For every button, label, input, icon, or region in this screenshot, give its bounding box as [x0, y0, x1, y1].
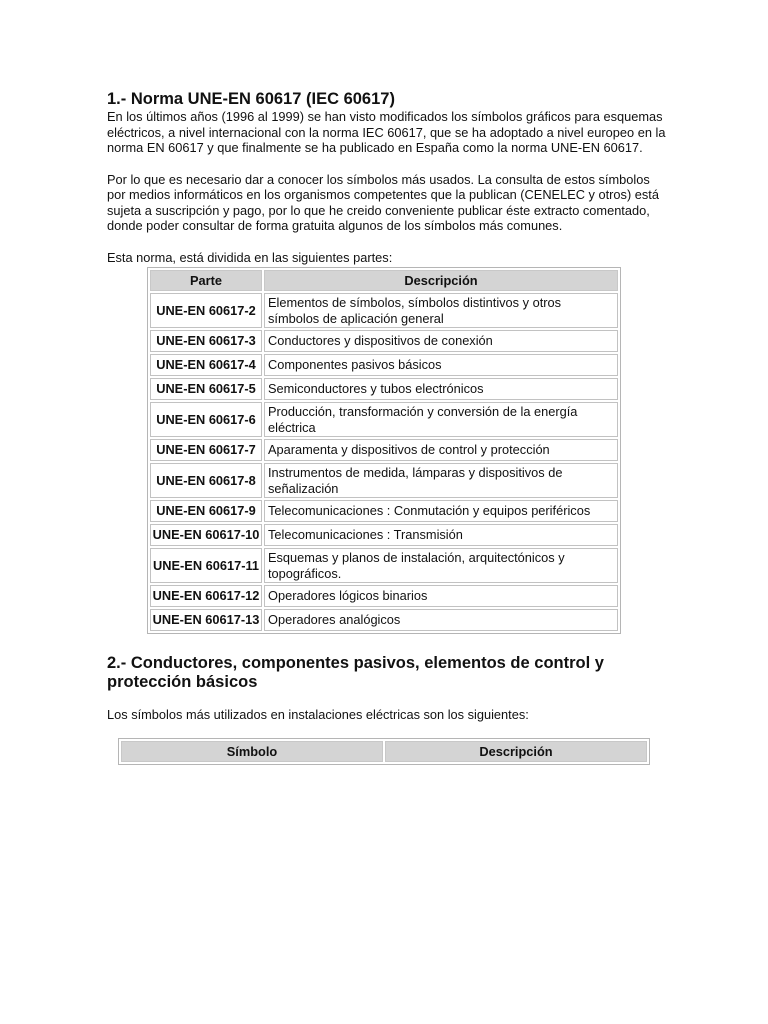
section-1-paragraph-2: Por lo que es necesario dar a conocer los símbolos más usados. La consulta de estos símbolos por medios informáticos en los organismos competentes que la publican (CENELEC y otros) está sujeta a suscripción y pago, por lo que he creido conveniente publicar éste extracto comentado, donde poder consultar de forma gratuita algunos de los símbolos más comunes. — [107, 171, 659, 233]
table-row — [150, 293, 618, 328]
table-row — [150, 402, 618, 437]
section-1-table-intro: Esta norma, está dividida en las siguientes partes: — [107, 249, 393, 265]
section-2-title: 2.- Conductores, componentes pasivos, elementos de control y protección básicos — [107, 654, 604, 691]
part-description: Producción, transformación y conversión de la energía eléctrica — [264, 402, 618, 437]
part-code: UNE-EN 60617-11 — [150, 548, 262, 583]
part-description: Componentes pasivos básicos — [264, 354, 618, 376]
table-row — [150, 463, 618, 498]
table-row — [150, 439, 618, 461]
table-row — [150, 548, 618, 583]
table-row — [150, 378, 618, 400]
part-code: UNE-EN 60617-3 — [150, 330, 262, 352]
table-row — [150, 585, 618, 607]
part-code: UNE-EN 60617-7 — [150, 439, 262, 461]
part-code: UNE-EN 60617-8 — [150, 463, 262, 498]
table-row — [150, 609, 618, 631]
part-description: Semiconductores y tubos electrónicos — [264, 378, 618, 400]
part-code: UNE-EN 60617-10 — [150, 524, 262, 546]
part-code: UNE-EN 60617-5 — [150, 378, 262, 400]
part-description: Conductores y dispositivos de conexión — [264, 330, 618, 352]
section-1-title: 1.- Norma UNE-EN 60617 (IEC 60617) — [107, 90, 395, 108]
part-description: Telecomunicaciones : Conmutación y equipos periféricos — [264, 500, 618, 522]
table-row — [150, 500, 618, 522]
part-description: Telecomunicaciones : Transmisión — [264, 524, 618, 546]
symbols-table — [118, 738, 650, 765]
part-description: Aparamenta y dispositivos de control y protección — [264, 439, 618, 461]
parts-table — [147, 267, 621, 634]
symbols-table-header-symbol: Símbolo — [121, 741, 383, 762]
table-row — [150, 330, 618, 352]
part-code: UNE-EN 60617-6 — [150, 402, 262, 437]
part-description: Esquemas y planos de instalación, arquitectónicos y topográficos. — [264, 548, 618, 583]
part-code: UNE-EN 60617-13 — [150, 609, 262, 631]
document-page — [107, 89, 667, 765]
part-description: Operadores lógicos binarios — [264, 585, 618, 607]
table-row — [150, 354, 618, 376]
table-row — [150, 524, 618, 546]
parts-table-header-part: Parte — [150, 270, 262, 291]
parts-table-header-description: Descripción — [264, 270, 618, 291]
part-description: Elementos de símbolos, símbolos distintivos y otros símbolos de aplicación general — [264, 293, 618, 328]
symbols-table-header-description: Descripción — [385, 741, 647, 762]
section-1-paragraph-1: En los últimos años (1996 al 1999) se han visto modificados los símbolos gráficos para esquemas eléctricos, a nivel internacional con la norma IEC 60617, que se ha adoptado a nivel europeo en la norma EN 60617 y que finalmente se ha publicado en España como la norma UNE-EN 60617. — [107, 109, 666, 155]
part-description: Operadores analógicos — [264, 609, 618, 631]
part-code: UNE-EN 60617-4 — [150, 354, 262, 376]
part-description: Instrumentos de medida, lámparas y dispositivos de señalización — [264, 463, 618, 498]
part-code: UNE-EN 60617-2 — [150, 293, 262, 328]
section-2-intro: Los símbolos más utilizados en instalaciones eléctricas son los siguientes: — [107, 707, 529, 722]
part-code: UNE-EN 60617-12 — [150, 585, 262, 607]
part-code: UNE-EN 60617-9 — [150, 500, 262, 522]
